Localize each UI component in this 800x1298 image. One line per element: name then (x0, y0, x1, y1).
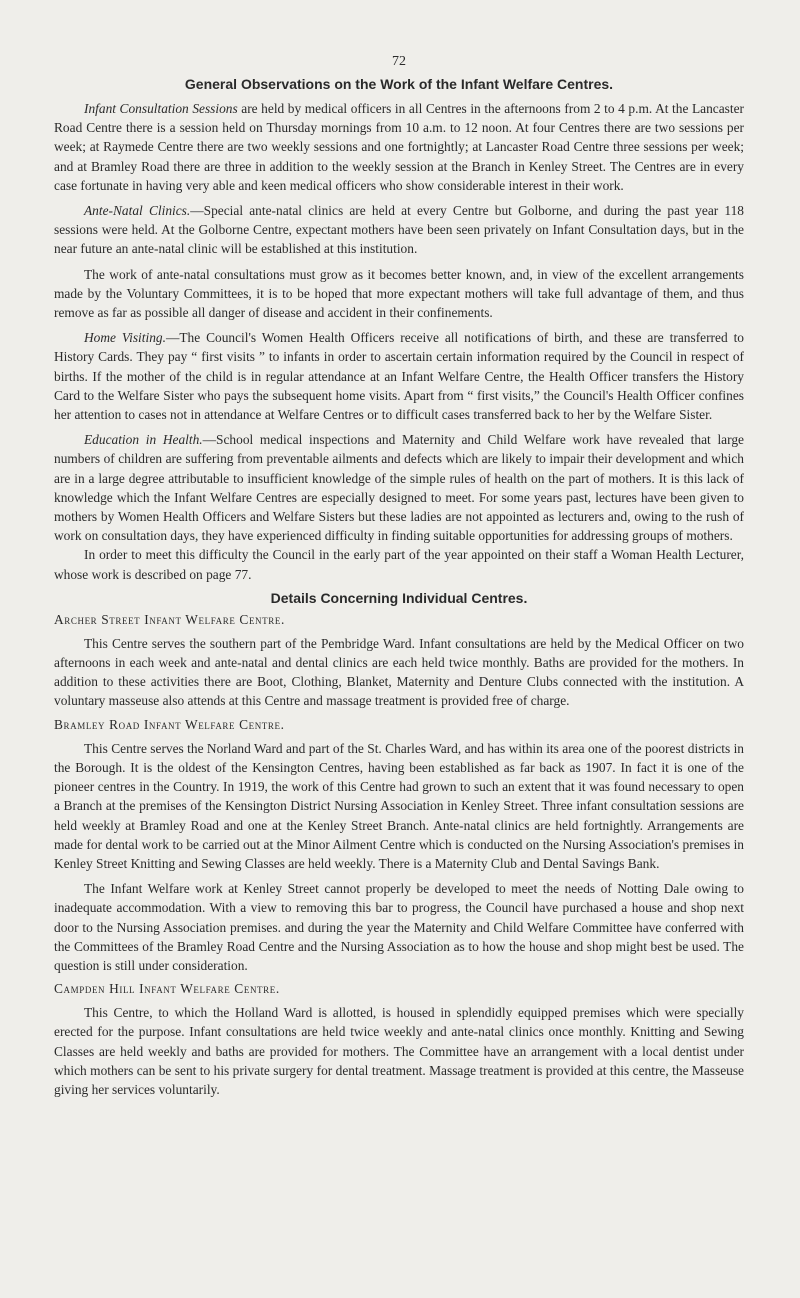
paragraph-ante-natal-growth: The work of ante-natal consultations must grow as it becomes better known, and, in view of the excellent arrangements made by the Voluntary Committees, it is to be hoped that more expectant mothers will take full advantage of them, and thus remove as far as possible all danger of disease and accident in their confinements. (54, 266, 744, 321)
section-title-campden-hill: Campden Hill Infant Welfare Centre. (54, 981, 280, 997)
paragraph-bramley-road-1: This Centre serves the Norland Ward and part of the St. Charles Ward, and has within its area one of the poorest districts in the Borough. It is the oldest of the Kensington Centres, having been established as far back as 1907. In fact it is one of the pioneer centres in the Country. In 1919, the work of this Centre had grown to such an extent that it was found necessary to open a Branch at the premises of the Kensington District Nursing Association in Kenley Street. Three infant consultation sessions are held weekly at Bramley Road and one at the Kenley Street Branch. Ante-natal clinics are held fortnightly. Arrangements are made for dental work to be carried out at the Minor Ailment Centre which is conducted on the Nursing Association's premises in Kenley Street Knitting and Sewing Classes are held weekly. There is a Maternity Club and Dental Savings Bank. (54, 740, 744, 871)
paragraph-education-in-health: Education in Health.—School medical inspections and Maternity and Child Welfare work have revealed that large numbers of children are suffering from preventable ailments and defects which are likely to impair their development and which are in a large degree attributable to insufficient knowledge of the simple rules of health on the part of mothers. It is this lack of knowledge which the Infant Welfare Centres are especially designed to meet. For some years past, lectures have been given to mothers by Women Health Officers and Welfare Sisters but these ladies are not appointed as lecturers and, owing to the rush of work on consultation days, they have experienced difficulty in finding suitable opportunities for addressing groups of mothers. (54, 432, 744, 544)
paragraph-home-visiting: Home Visiting.—The Council's Women Health Officers receive all notifications of birth, and these are transferred to History Cards. They pay “ first visits ” to infants in order to ascertain certain information required by the Council in respect of births. If the mother of the child is in regular attendance at an Infant Welfare Centre, the Health Officer transfers the History Card to the Welfare Sister who pays the subsequent home visits. Apart from “ first visits,” the Council's Health Officer confines her attention to cases not in attendance at Welfare Centres or to difficult cases transferred back to her by the Welfare Sister. (54, 330, 745, 423)
lead-infant-consultation: Infant Consultation Sessions (84, 101, 238, 116)
paragraph-health-lecturer: In order to meet this difficulty the Council in the early part of the year appointed on their staff a Woman Health Lecturer, whose work is described on page 77. (54, 547, 744, 582)
page-number: 72 (392, 54, 406, 69)
heading-details-individual-centres: Details Concerning Individual Centres. (270, 589, 528, 606)
lead-home-visiting: Home Visiting. (84, 330, 166, 346)
paragraph-archer-street: This Centre serves the southern part of the Pembridge Ward. Infant consultations are held by the Medical Officer on two afternoons in each week and ante-natal and dental clinics are each held twice monthly. Baths are provided for the mothers. In addition to these activities there are Boot, Clothing, Blanket, Maternity and Denture Clubs connected with the institution. A voluntary masseuse also attends at this Centre and massage treatment is provided free of charge. (54, 635, 744, 709)
paragraph-campden-hill: This Centre, to which the Holland Ward is allotted, is housed in splendidly equipped premises which were specially erected for the purpose. Infant consultations are held twice weekly and ante-natal clinics once monthly. Knitting and Sewing Classes are held weekly and baths are provided for mothers. The Committee have an arrangement with a local dentist under which mothers can be sent to his private surgery for dental treatment. Massage treatment is provided at this centre, the Masseuse giving her services voluntarily. (54, 1005, 744, 1097)
paragraph-infant-consultation: Infant Consultation Sessions are held by medical officers in all Centres in the afternoons from 2 to 4 p.m. At the Lancaster Road Centre there is a session held on Thursday mornings from 10 a.m. to 12 noon. At four Centres there are two sessions per week; at Raymede Centre there are two weekly sessions and one fortnightly; at Lancaster Road Centre three sessions per week; and at Bramley Road there are three in addition to the weekly session at the Branch in Kenley Street. The Centres are in every case fortunate in having very able and keen medical officers who show considerable interest in their work. (54, 101, 744, 193)
lead-ante-natal: Ante-Natal Clinics. (84, 203, 191, 219)
section-title-bramley-road: Bramley Road Infant Welfare Centre. (54, 716, 285, 732)
heading-general-observations: General Observations on the Work of the Infant Welfare Centres. (184, 76, 614, 92)
section-title-archer-street: Archer Street Infant Welfare Centre. (54, 611, 285, 627)
lead-education-in-health: Education in Health. (84, 432, 203, 448)
paragraph-ante-natal: Ante-Natal Clinics.—Special ante-natal clinics are held at every Centre but Golborne, and during the past year 118 sessions were held. At the Golborne Centre, expectant mothers have been seen privately on Infant Consultation days, but in the near future an ante-natal clinic will be established at this institution. (54, 203, 745, 257)
paragraph-bramley-road-2: The Infant Welfare work at Kenley Street cannot properly be developed to meet the needs of Notting Dale owing to inadequate accommodation. With a view to removing this bar to progress, the Council have purchased a house and shop next door to the Nursing Association premises. and during the year the Maternity and Child Welfare Committee have conferred with the Committees of the Bramley Road Centre and the Nursing Association as to how the house and shop might best be used. The question is still under consideration. (54, 881, 744, 973)
